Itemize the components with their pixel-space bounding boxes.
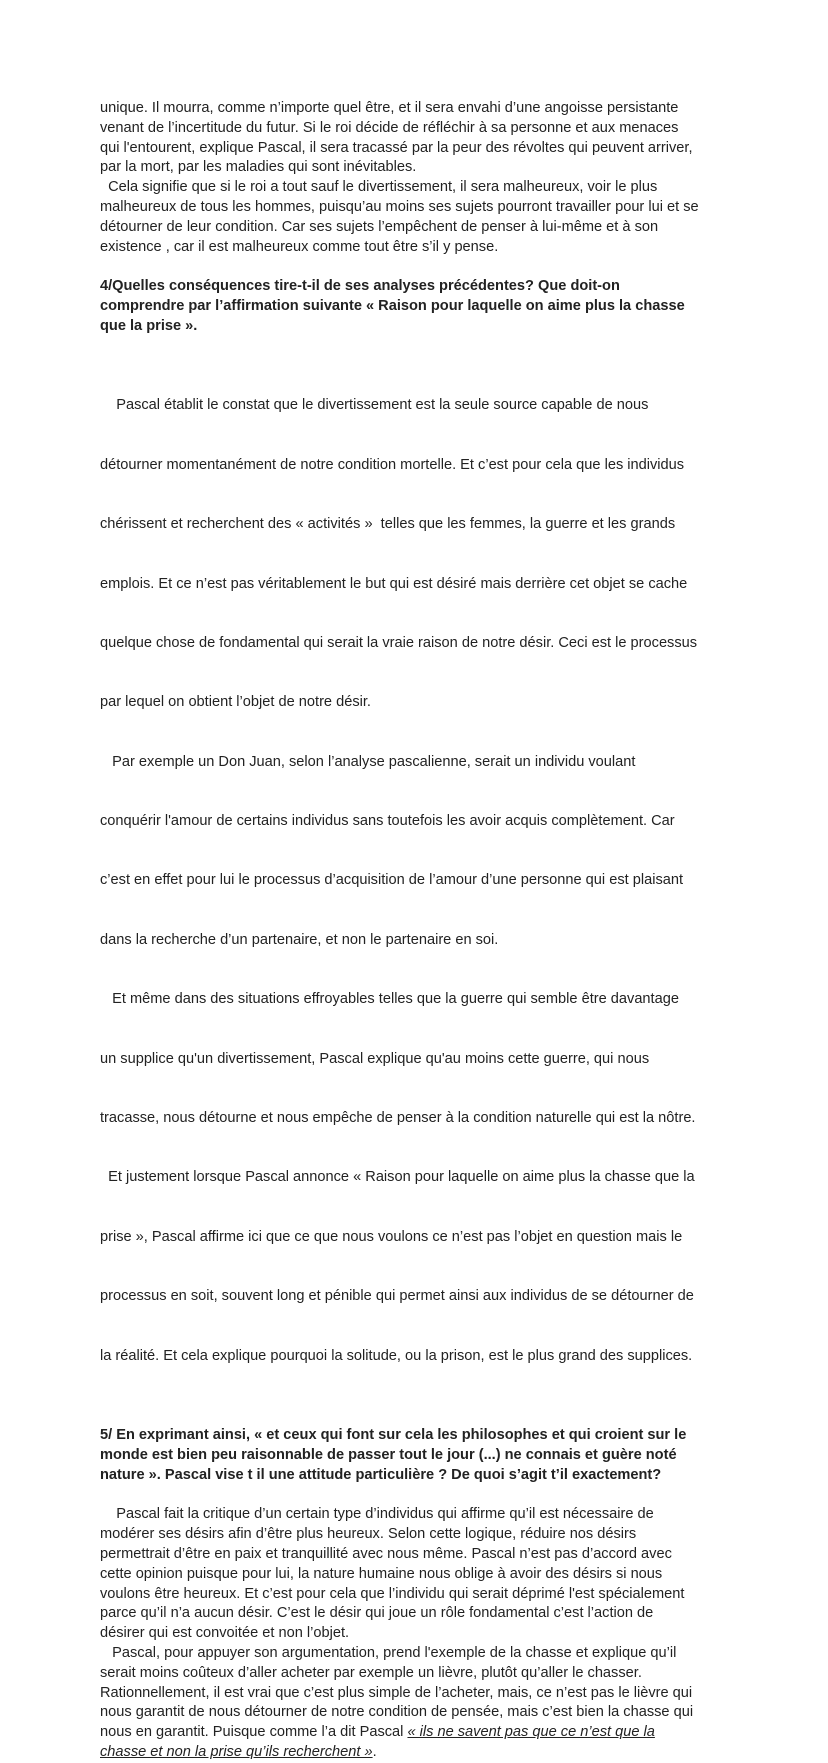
text-line: processus en soit, souvent long et pénible qui permet ainsi aux individus de se détourner de [100,1288,694,1305]
text-line: serait moins coûteux d’aller acheter par exemple un lièvre, plutôt qu’aller le chasser. [100,1664,642,1681]
text-line: par lequel on obtient l’objet de notre désir. [100,694,371,711]
text-line: quelque chose de fondamental qui serait la vraie raison de notre désir. Ceci est le processus [100,634,698,651]
text-line: Cela signifie que si le roi a tout sauf le divertissement, il sera malheureux, voir le plus [100,179,658,196]
text-line [100,1743,732,1763]
text-line: parce qu’il n’a aucun désir. C’est le désir qui joue un rôle fondamental c’est l’action de [100,1605,654,1622]
text-fragment: . [372,1743,377,1760]
text-line: désirer qui est convoitée et non l’objet. [100,1625,350,1642]
text-line: venant de l’incertitude du futur. Si le roi décide de réfléchir à sa personne et aux menaces [100,119,679,136]
text-line: permettrait d’être en paix et tranquillité avec nous même. Pascal n’est pas d’accord avec [100,1545,672,1562]
text-line: conquérir l'amour de certains individus sans toutefois les avoir acquis complètement. Car [100,813,675,830]
text-line: chérissent et recherchent des « activités » telles que les femmes, la guerre et les grands [100,516,676,533]
text-line: la réalité. Et cela explique pourquoi la solitude, ou la prison, est le plus grand des supplices. [100,1347,693,1364]
text-line: unique. Il mourra, comme n’importe quel être, et il sera envahi d’une angoisse persistante [100,100,679,116]
text-line: Et même dans des situations effroyables telles que la guerre qui semble être davantage [100,991,679,1008]
text-line: dans la recherche d’un partenaire, et non le partenaire en soi. [100,931,499,948]
text-line: par la mort, par les maladies qui sont inévitables. [100,159,417,176]
section-3-tail [100,99,732,257]
heading-line: que la prise ». [100,317,198,334]
text-line: malheureux de tous les hommes, puisqu’au moins ses sujets pourront travailler pour lui et se [100,198,699,215]
underlined-quote: chasse et non la prise qu’ils recherchent » [100,1743,373,1760]
text-line: Pascal fait la critique d’un certain type d’individus qui affirme qu’il est nécessaire de [100,1506,654,1523]
text-line: voulons être heureux. Et c’est pour cela que l’individu qui serait déprimé l'est spécialement [100,1585,685,1602]
text-line [100,1723,732,1743]
heading-line: nature ». Pascal vise t il une attitude particulière ? De quoi s’agit t’il exactement? [100,1466,662,1483]
text-line: cette opinion puisque pour lui, la nature humaine nous oblige à avoir des désirs si nous [100,1565,663,1582]
answer-4 [100,357,732,1406]
text-line: tracasse, nous détourne et nous empêche de penser à la condition naturelle qui est la nôtre. [100,1110,696,1127]
text-line: Et justement lorsque Pascal annonce « Raison pour laquelle on aime plus la chasse que la [100,1169,695,1186]
text-line: un supplice qu'un divertissement, Pascal explique qu'au moins cette guerre, qui nous [100,1050,650,1067]
text-line: c’est en effet pour lui le processus d’acquisition de l’amour d’une personne qui est plaisant [100,872,684,889]
text-line: modérer ses désirs afin d’être plus heureux. Selon cette logique, réduire nos désirs [100,1526,637,1543]
text-line: emplois. Et ce n’est pas véritablement le but qui est désiré mais derrière cet objet se cache [100,575,688,592]
question-4-heading [100,277,732,336]
heading-line: comprendre par l’affirmation suivante « Raison pour laquelle on aime plus la chasse [100,298,685,315]
text-line: Pascal établit le constat que le divertissement est la seule source capable de nous [100,397,649,414]
text-line: Rationnellement, il est vrai que c’est plus simple de l’acheter, mais, ce n’est pas le lièvre qui [100,1684,693,1701]
underlined-quote: « ils ne savent pas que ce n’est que la [407,1724,655,1741]
text-line: détourner momentanément de notre condition mortelle. Et c’est pour cela que les individus [100,456,685,473]
text-line: existence , car il est malheureux comme tout être s’il y pense. [100,238,499,255]
text-line: détourner de leur condition. Car ses sujets l’empêchent de penser à lui-même et à son [100,218,659,235]
document-body [100,99,732,1763]
question-5-heading [100,1426,732,1485]
text-line: nous garantit de nous détourner de notre condition de pensée, mais c’est bien la chasse qui [100,1704,694,1721]
heading-line: 5/ En exprimant ainsi, « et ceux qui font sur cela les philosophes et qui croient sur le [100,1427,687,1443]
answer-5 [100,1505,732,1762]
text-line: Par exemple un Don Juan, selon l’analyse pascalienne, serait un individu voulant [100,753,636,770]
text-fragment: nous en garantit. Puisque comme l’a dit Pascal [100,1724,408,1741]
text-line: Pascal, pour appuyer son argumentation, prend l'exemple de la chasse et explique qu’il [100,1644,677,1661]
heading-line: 4/Quelles conséquences tire-t-il de ses analyses précédentes? Que doit-on [100,278,620,295]
text-line: qui l'entourent, explique Pascal, il sera tracassé par la peur des révoltes qui peuvent arriver, [100,139,693,156]
heading-line: monde est bien peu raisonnable de passer tout le jour (...) ne connais et guère noté [100,1446,677,1463]
text-line: prise », Pascal affirme ici que ce que nous voulons ce n’est pas l’objet en question mais le [100,1228,683,1245]
